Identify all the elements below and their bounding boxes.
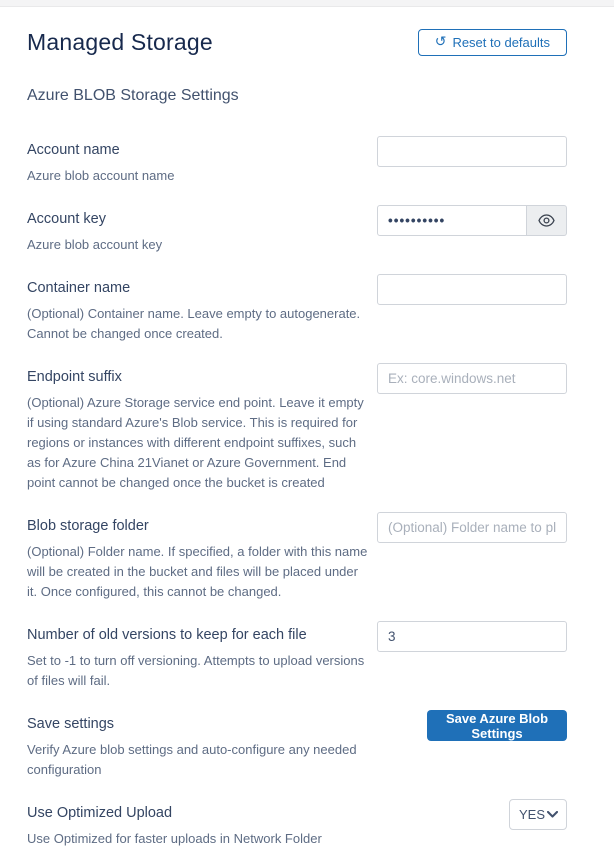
reset-to-defaults-button[interactable] (418, 29, 567, 56)
field-row-use-optimized-upload (27, 804, 567, 849)
container-name-label: Container name (27, 280, 131, 296)
eye-icon (538, 214, 555, 227)
endpoint-suffix-label: Endpoint suffix (27, 369, 122, 385)
save-azure-blob-settings-button[interactable]: Save Azure Blob Settings (427, 710, 567, 741)
versions-to-keep-input[interactable] (377, 621, 567, 652)
field-row-endpoint-suffix (27, 368, 567, 493)
endpoint-suffix-help: (Optional) Azure Storage service end point. Leave it empty if using standard Azure's Blob service. This is required for regions or instances with different endpoint suffixes, such as for Azure China 21Vianet or Azure Government. End point cannot be changed once the bucket is created (27, 395, 364, 490)
settings-panel (0, 27, 614, 849)
use-optimized-upload-label: Use Optimized Upload (27, 805, 173, 821)
page-title: Managed Storage (27, 28, 213, 55)
blob-storage-folder-help: (Optional) Folder name. If specified, a folder with this name will be created in the bucket and files will be placed under it. Once configured, this cannot be changed. (27, 544, 368, 599)
field-row-save-settings (27, 710, 567, 780)
endpoint-suffix-input[interactable] (377, 363, 567, 394)
section-heading-azure-blob: Azure BLOB Storage Settings (27, 87, 239, 104)
use-optimized-upload-select[interactable] (509, 799, 567, 830)
show-password-button[interactable] (527, 205, 567, 236)
account-key-help: Azure blob account key (27, 237, 163, 252)
reset-button-label: Reset to defaults (452, 34, 550, 50)
account-name-help: Azure blob account name (27, 168, 175, 183)
reset-icon: ↺ (434, 33, 447, 49)
account-key-label: Account key (27, 211, 106, 227)
page-header (27, 27, 567, 57)
blob-storage-folder-label: Blob storage folder (27, 518, 149, 534)
field-row-account-key (27, 210, 567, 255)
container-name-input[interactable] (377, 274, 567, 305)
account-name-input[interactable] (377, 136, 567, 167)
field-row-container-name (27, 279, 567, 344)
use-optimized-upload-help: Use Optimized for faster uploads in Network Folder (27, 831, 322, 846)
versions-to-keep-help: Set to -1 to turn off versioning. Attempts to upload versions of files will fail. (27, 653, 365, 688)
select-value: YES (519, 807, 546, 822)
save-settings-help: Verify Azure blob settings and auto-configure any needed configuration (27, 742, 357, 777)
field-row-account-name (27, 141, 567, 186)
versions-to-keep-label: Number of old versions to keep for each file (27, 627, 307, 643)
blob-storage-folder-input[interactable] (377, 512, 567, 543)
account-name-label: Account name (27, 142, 120, 158)
account-key-input[interactable] (377, 205, 527, 236)
field-row-blob-storage-folder (27, 517, 567, 602)
field-row-versions-to-keep (27, 626, 567, 691)
chevron-down-icon (547, 811, 558, 818)
top-divider-bar (0, 0, 614, 7)
save-settings-label: Save settings (27, 716, 115, 732)
container-name-help: (Optional) Container name. Leave empty to autogenerate. Cannot be changed once created. (27, 306, 361, 341)
